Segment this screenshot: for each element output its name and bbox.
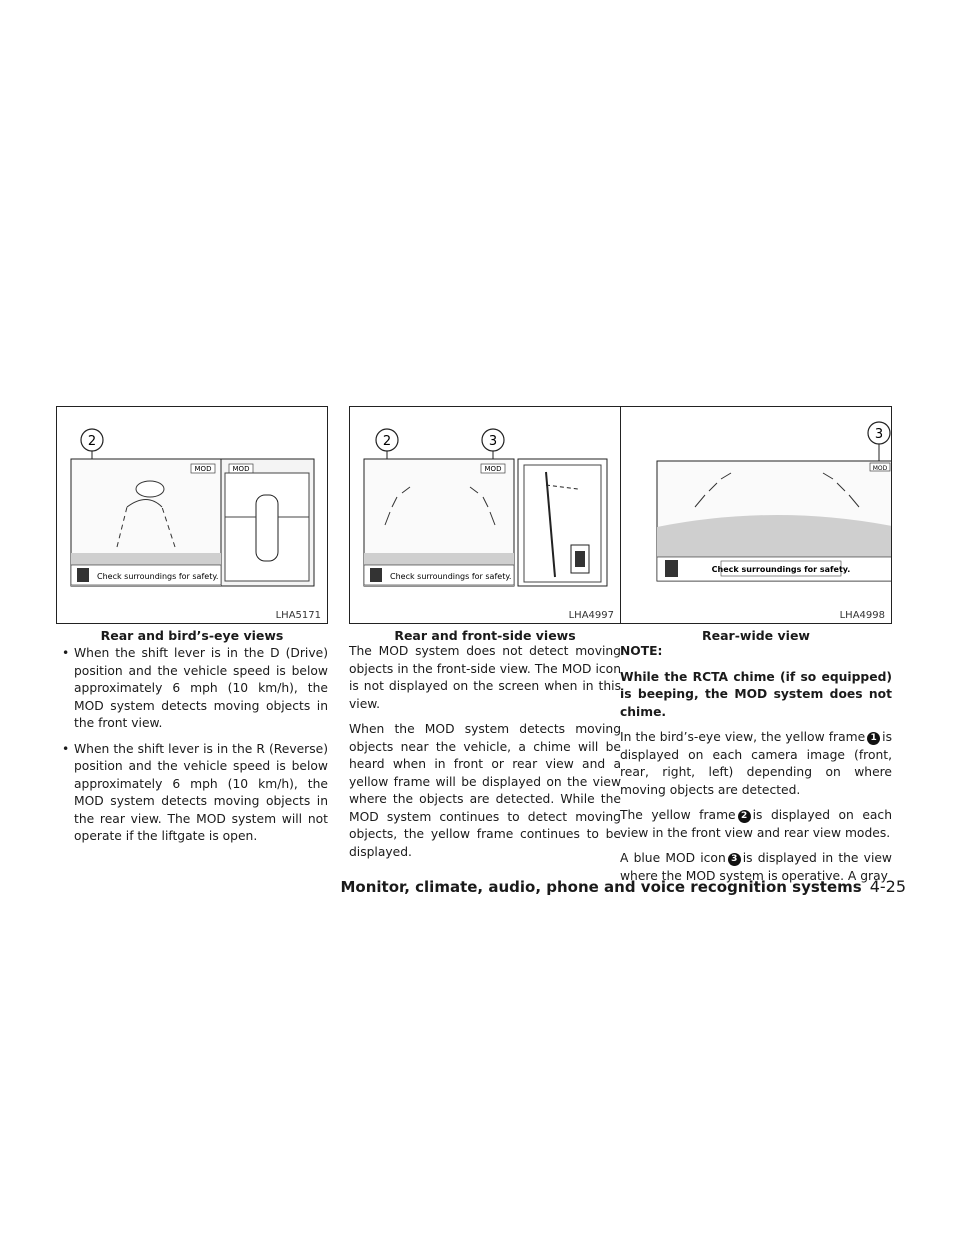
mod-label: MOD <box>484 465 502 473</box>
rear-front-side-illustration <box>350 407 620 623</box>
paragraph: The MOD system does not detect moving objects in the front-side view. The MOD icon is not displayed on the screen when in this view. <box>349 644 621 711</box>
paragraph: When the MOD system detects moving objects near the vehicle, a chime will be heard when in front or rear view and a yellow frame will be displayed on the view where the objects are detected. While the MOD system continues to detect moving objects, the yellow frame continues to be displayed. <box>349 722 621 859</box>
figure-code: LHA4998 <box>839 610 885 621</box>
page-footer <box>341 877 907 896</box>
paragraph: In the bird’s-eye view, the yellow frame 1 is displayed on each camera image (front, rear, right, left) depending on where moving objects are detected. <box>620 730 892 797</box>
callout-3-inline: 3 <box>728 853 741 866</box>
figure-caption: Rear and bird’s-eye views <box>100 628 284 643</box>
figure-code: LHA5171 <box>275 610 321 621</box>
callout-2: 2 <box>382 434 392 449</box>
check-surroundings-text: Check surroundings for safety. <box>390 572 512 581</box>
paragraph: The yellow frame 2 is displayed on each view in the front view and rear view modes. <box>620 808 892 840</box>
callout-1-inline: 1 <box>867 732 880 745</box>
figure-rear-wide <box>620 406 892 624</box>
mod-label: MOD <box>232 465 250 473</box>
column-2 <box>349 406 621 869</box>
mod-label: MOD <box>194 465 212 473</box>
note-heading: NOTE: <box>620 644 663 658</box>
column-1 <box>56 406 328 854</box>
figure-rear-front-side <box>349 406 621 624</box>
rear-birds-eye-illustration <box>57 407 327 623</box>
rear-wide-illustration <box>621 407 891 623</box>
check-surroundings-text: Check surroundings for safety. <box>97 572 219 581</box>
bullet-list <box>56 645 328 846</box>
figure-rear-birds-eye <box>56 406 328 624</box>
callout-2-inline: 2 <box>738 810 751 823</box>
callout-3: 3 <box>874 427 884 442</box>
column-3 <box>620 406 892 893</box>
callout-2: 2 <box>87 434 97 449</box>
figure-caption: Rear-wide view <box>702 628 810 643</box>
mod-label: MOD <box>872 465 888 472</box>
list-item: • When the shift lever is in the R (Reverse) position and the vehicle speed is below approximately 6 mph (10 km/h), the MOD system detects moving objects in the rear view. The MOD system will not operate if the liftgate is open. <box>62 741 328 843</box>
note-text: While the RCTA chime (if so equipped) is beeping, the MOD system does not chime. <box>620 669 892 719</box>
check-surroundings-text: Check surroundings for safety. <box>711 565 851 574</box>
page-number: 4-25 <box>869 877 906 896</box>
callout-3: 3 <box>488 434 498 449</box>
paragraph: A blue MOD icon 3 is displayed in the view where the MOD system is operative. A gray <box>620 851 892 883</box>
section-title: Monitor, climate, audio, phone and voice recognition systems <box>340 878 862 896</box>
list-item: • When the shift lever is in the D (Drive) position and the vehicle speed is below approximately 6 mph (10 km/h), the MOD system detects moving objects in the front view. <box>62 646 328 730</box>
figure-caption: Rear and front-side views <box>394 628 576 643</box>
figure-code: LHA4997 <box>568 610 614 621</box>
